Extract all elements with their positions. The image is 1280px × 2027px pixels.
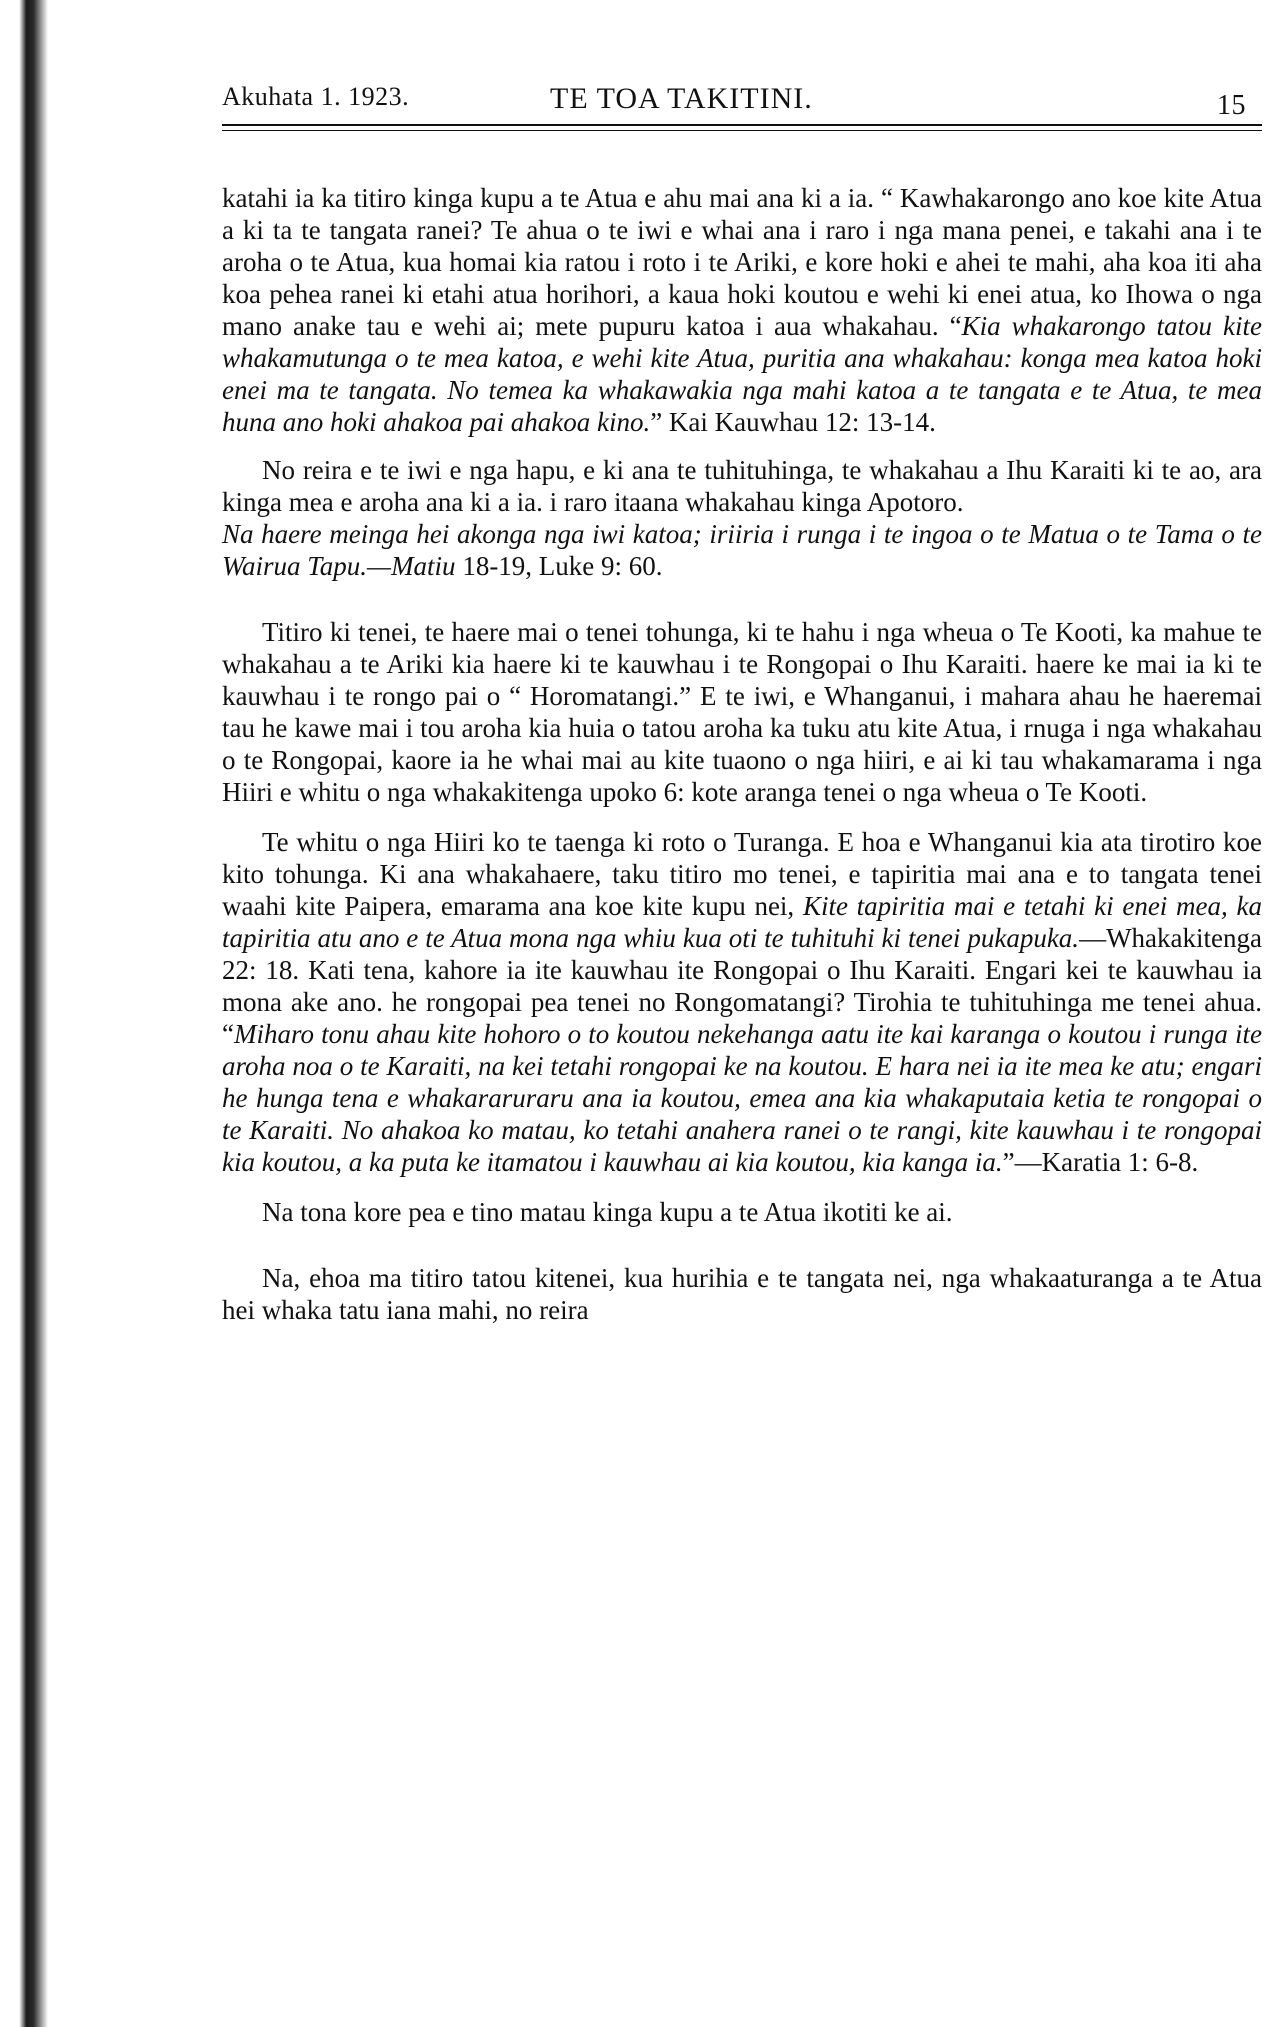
paragraph-2-text: No reira e te iwi e nga hapu, e ki ana te tuhituhinga, te whakahau a Ihu Karaiti ki te ao, ara kinga mea e aroha ana ki a ia. i raro itaana whakahau kinga Apotoro. [222, 455, 1262, 517]
paragraph-2 [222, 454, 1262, 582]
paragraph-1-text: katahi ia ka titiro kinga kupu a te Atua e ahu mai ana ki a ia. “ Kawhakarongo ano koe kite Atua a ki ta te tangata ranei? Te ahua o te iwi e whai ana i raro i nga mana penei, e takahi ana i te aroha o te Atua, kua homai kia ratou i roto i te Ariki, e kore hoki e ahei te mahi, aha koa iti aha koa pehea ranei ki etahi atua horihori, a kaua hoki koutou e wehi ki enei atua, ko Ihowa o nga mano anake tau e wehi ai; mete pupuru katoa i aua whakahau. “ [222, 183, 1262, 341]
running-header [222, 82, 1264, 130]
paragraph-4-quote-1: Kite tapiritia mai e tetahi ki enei mea, ka tapiritia atu ano e te Atua mona nga whiu kua oti te tuhituhi ki tenei pukapuka. [222, 891, 1263, 953]
paragraph-4-text-2: —Whakakitenga 22: 18. Kati tena, kahore ia ite kauwhau ite Rongopai o Ihu Karaiti. Engari kei te kauwhau ia mona ake ano. he rongopai pea tenei no Rongomatangi? Tirohia te tuhituhinga me tenei ahua. “ [222, 923, 1262, 1049]
paragraph-4-citation: ”—Karatia 1: 6-8. [1002, 1147, 1199, 1177]
header-rule-thin [222, 130, 1262, 131]
paragraph-4-quote-2: Miharo tonu ahau kite hohoro o to koutou nekehanga aatu ite kai karanga o koutou i runga ite aroha noa o te Karaiti, na kei tetahi rongopai ke na koutou. E hara nei ia ite mea ke atu; engari he hunga tena e whakararuraru ana ia koutou, emea ana kia whakaputaia ketia te rongopai o te Karaiti. No ahakoa ko matau, ko tetahi anahera ranei o te rangi, kite kauwhau i te rongopai kia koutou, a ka puta ke itamatou i kauwhau ai kia koutou, kia kanga ia. [222, 1019, 1262, 1177]
paragraph-2-citation: 18-19, Luke 9: 60. [455, 551, 663, 581]
header-rule-thick [222, 124, 1262, 126]
paragraph-3: Titiro ki tenei, te haere mai o tenei tohunga, ki te hahu i nga wheua o Te Kooti, ka mahue te whakahau a te Ariki kia haere ki te kauwhau i te Rongopai o Ihu Karaiti. haere ke mai ia ki te kauwhau i te rongo pai o “ Horomatangi.” E te iwi, e Whanganui, i mahara ahau he haeremai tau he kawe mai i tou aroha kia huia o tatou aroha ka tuku atu kite Atua, i rnuga i nga whakahau o te Rongopai, kaore ia he whai mai au kite tuaono o nga hiiri, e ai ki tau whakamarama i nga Hiiri e whitu o nga whakakitenga upoko 6: kote aranga tenei o nga wheua o Te Kooti. [222, 617, 1262, 807]
publication-title: TE TOA TAKITINI. [550, 82, 813, 115]
issue-date: Akuhata 1. 1923. [222, 82, 410, 111]
page-binding-edge [0, 0, 48, 2027]
article-body [222, 182, 1262, 1326]
paragraph-1-citation: ” Kai Kauwhau 12: 13-14. [650, 407, 936, 437]
paragraph-1-quote: Kia whakarongo tatou kite whakamutunga o te mea katoa, e wehi kite Atua, puritia ana whakahau: konga mea katoa hoki enei ma te tangata. No temea ka whakawakia nga mahi katoa a te tangata e te Atua, te mea huna ano hoki ahakoa pai ahakoa kino. [222, 311, 1263, 437]
paragraph-4 [222, 826, 1262, 1178]
paragraph-5: Na tona kore pea e tino matau kinga kupu a te Atua ikotiti ke ai. [262, 1197, 953, 1227]
page-number: 15 [1217, 90, 1246, 121]
paragraph-2-quote: Na haere meinga hei akonga nga iwi katoa; iriiria i runga i te ingoa o te Matua o te Tama o te Wairua Tapu.—Matiu [222, 519, 1262, 581]
paragraph-1 [222, 182, 1262, 438]
paragraph-4-text: Te whitu o nga Hiiri ko te taenga ki roto o Turanga. E hoa e Whanganui kia ata tirotiro koe kito tohunga. Ki ana whakahaere, taku titiro mo tenei, e tapiritia mai ana e to tangata tenei waahi kite Paipera, emarama ana koe kite kupu nei, [222, 827, 1262, 921]
paragraph-6: Na, ehoa ma titiro tatou kitenei, kua hurihia e te tangata nei, nga whakaaturanga a te Atua hei whaka tatu iana mahi, no reira [222, 1263, 1262, 1325]
